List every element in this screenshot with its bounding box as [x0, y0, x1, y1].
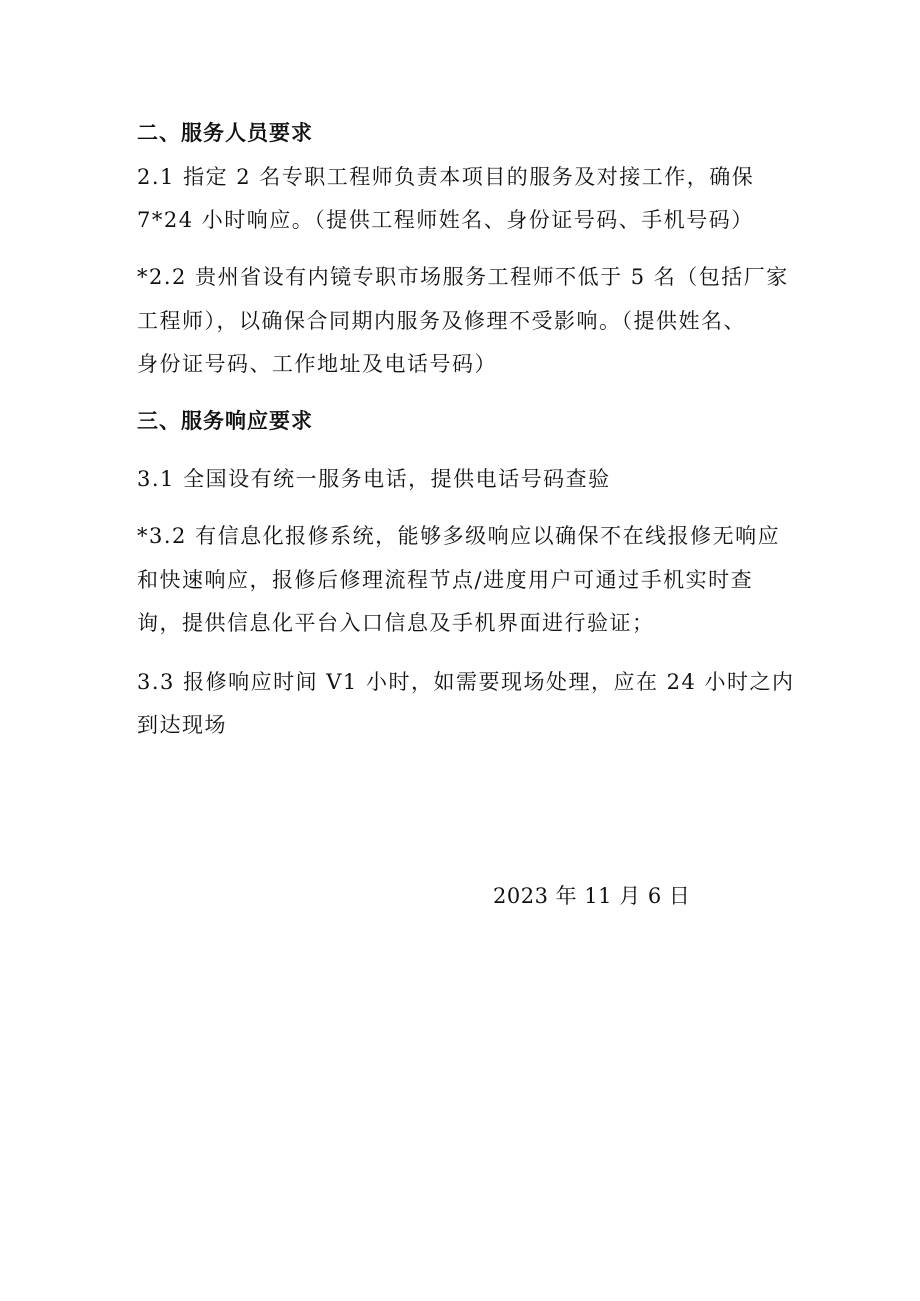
item-3-1-line-1: 3.1 全国设有统一服务电话，提供电话号码查验 [137, 467, 611, 491]
item-2-1-line-2: 7*24 小时响应。（提供工程师姓名、身份证号码、手机号码） [137, 208, 754, 232]
document-date: 2023 年 11 月 6 日 [493, 884, 691, 908]
section-3-heading: 三、服务响应要求 [137, 409, 313, 433]
item-3-2-line-1: *3.2 有信息化报修系统，能够多级响应以确保不在线报修无响应 [137, 524, 781, 548]
section-2-heading: 二、服务人员要求 [137, 121, 313, 145]
item-3-3-line-2: 到达现场 [137, 713, 227, 737]
item-3-2-line-3: 询，提供信息化平台入口信息及手机界面进行验证； [137, 611, 655, 635]
item-2-2-line-2: 工程师），以确保合同期内服务及修理不受影响。（提供姓名、 [137, 309, 746, 333]
item-2-2-line-3: 身份证号码、工作地址及电话号码） [137, 352, 497, 376]
item-2-2-line-1: *2.2 贵州省设有内镜专职市场服务工程师不低于 5 名（包括厂家 [137, 265, 789, 289]
item-2-1-line-1: 2.1 指定 2 名专职工程师负责本项目的服务及对接工作，确保 [137, 165, 755, 189]
item-3-2-line-2: 和快速响应，报修后修理流程节点/进度用户可通过手机实时查 [137, 568, 754, 592]
item-3-3-line-1: 3.3 报修响应时间 V1 小时，如需要现场处理，应在 24 小时之内 [137, 670, 795, 694]
